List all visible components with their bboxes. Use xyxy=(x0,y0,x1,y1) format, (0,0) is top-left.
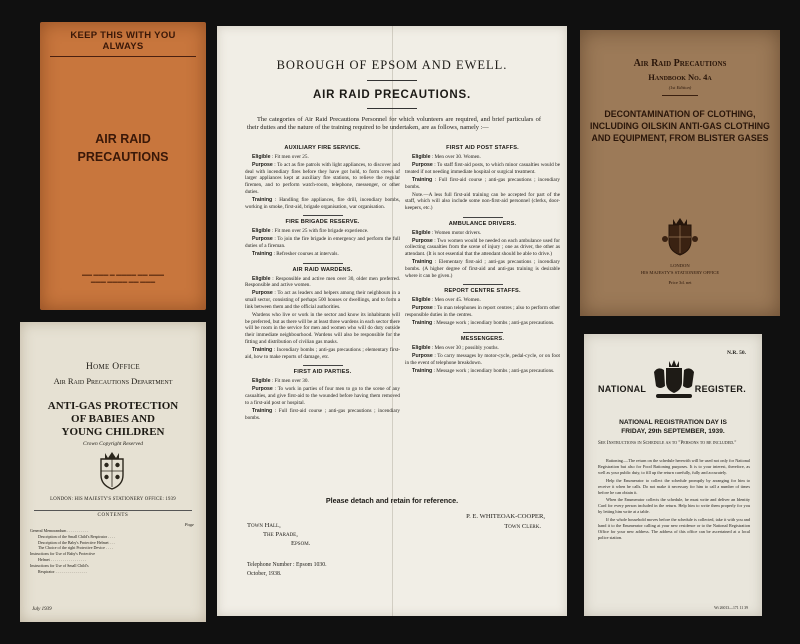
paragraph-text: : Fit men over 30. xyxy=(270,378,309,385)
volunteer-section xyxy=(405,217,560,280)
volunteer-section xyxy=(245,365,400,421)
paragraph-text: Note.—A less full first-aid training can be accepted for part of the staff, which will also include some non-first-aid personnel (clerks, door-keepers, etc.) xyxy=(405,191,560,212)
handbook-series: Air Raid Precautions xyxy=(633,58,727,69)
handbook-number: Handbook No. 4a xyxy=(648,72,712,82)
paragraph-label: Training xyxy=(412,176,433,183)
paragraph-text: : Women motor drivers. xyxy=(430,229,482,236)
section-heading: AMBULANCE DRIVERS. xyxy=(448,220,517,227)
paragraph-label: Purpose xyxy=(412,305,433,312)
section-paragraph xyxy=(405,259,560,279)
paragraph-label: Training xyxy=(252,251,273,258)
intro-paragraph: The categories of Air Raid Precautions Personnel for which volunteers are required, and brief particulars of their duties and the nature of the training required to be undertaken, are as follows, namely :— xyxy=(247,116,541,131)
section-heading: REPORT CENTRE STAFFS. xyxy=(444,288,521,295)
paragraph-text: : Handling fire appliances, fire drill, incendiary bombs, working in smoke, first-aid, brigade organisation, war organisation. xyxy=(245,196,400,210)
section-paragraph xyxy=(245,154,400,161)
volunteer-section xyxy=(405,332,560,375)
section-paragraph xyxy=(405,230,560,237)
royal-coat-of-arms-icon xyxy=(650,356,698,405)
home-office-heading: Home Office xyxy=(85,362,140,372)
register-body-text xyxy=(598,458,750,543)
paragraph-text: : To carry messages by motor-cycle, pedal-cycle, or on foot in the event of telephone breakdown. xyxy=(405,352,560,366)
paragraph-label: Eligible xyxy=(252,378,271,385)
paragraph-text: : Elementary first-aid ; anti-gas precautions ; incendiary bombs. (A higher degree of first-aid and anti-gas training is desirable where it can be given.) xyxy=(405,259,560,279)
register-paragraph: When the Enumerator collects the schedule, he must write and deliver an Identity Card for every person included in the return. Help him to write them properly for you by letting him write at a table. xyxy=(598,497,750,515)
paragraph-label: Eligible xyxy=(252,228,271,235)
section-paragraph xyxy=(405,320,560,327)
handbook-edition: (1st Edition) xyxy=(668,85,692,90)
section-paragraph xyxy=(245,251,400,258)
section-paragraph xyxy=(405,345,560,352)
paragraph-text: : Two women would be needed on each ambulance used for collecting casualties from the scene of injury ; one as driver, the other as attendant. (It is not essential that the attendant should be able to drive.) xyxy=(405,237,560,258)
section-heading: FIRE BRIGADE RESERVE. xyxy=(285,219,360,226)
national-register-leaflet xyxy=(584,334,762,616)
paragraph-label: Eligible xyxy=(252,275,271,282)
booklet-banner: KEEP THIS WITH YOU ALWAYS xyxy=(50,30,196,57)
booklet-title: ANTI-GAS PROTECTION OF BABIES AND YOUNG CHILDREN xyxy=(47,400,179,438)
paragraph-label: Eligible xyxy=(252,153,271,160)
paragraph-text: : To staff first-aid posts, to which minor casualties would be treated if not needing immediate hospital or surgical treatment. xyxy=(405,161,560,175)
toc-entry: The Choice of the right Protective Device . . . . xyxy=(38,545,113,551)
paragraph-text: : Message work ; incendiary bombs ; anti-gas precautions. xyxy=(432,367,555,374)
register-word-national: NATIONAL xyxy=(598,384,647,394)
section-paragraph xyxy=(245,276,400,289)
registration-day: NATIONAL REGISTRATION DAY IS FRIDAY, 29th SEPTEMBER, 1939. xyxy=(619,419,727,435)
paragraph-text: : To act as fire patrols with light appliances, to discover and deal with incendiary fires before they have got hold, to form crews of larger appliances kept at auxiliary fire stations, to relieve the regular firemen, and to perform watch-room, telephone, messenger, or other duties. xyxy=(245,161,400,195)
paragraph-label: Eligible xyxy=(412,153,431,160)
section-paragraph xyxy=(405,297,560,304)
toc-entry: Instructions for Use of Small Child's xyxy=(30,562,89,568)
royal-crest-icon xyxy=(95,449,129,496)
register-paragraph: Rationing.—The return on the schedule herewith will be used not only for National Registration but also for Food Rationing purposes. It is to your interest, therefore, as well as your public duty, to fill up the return carefully, fully and accurately. xyxy=(598,458,750,475)
paragraph-label: Purpose xyxy=(252,290,273,297)
borough-heading: BOROUGH OF EPSOM AND EWELL. xyxy=(276,58,508,72)
paragraph-label: Purpose xyxy=(252,236,273,243)
print-code: Wt 26013—171 11 39 xyxy=(714,606,748,610)
paragraph-text: : Full first-aid course ; anti-gas precautions ; incendiary bombs. xyxy=(405,176,560,190)
divider xyxy=(303,365,343,366)
divider xyxy=(463,217,503,218)
form-number: N.R. 50. xyxy=(727,350,746,356)
section-paragraph xyxy=(245,386,400,406)
section-paragraph xyxy=(405,154,560,161)
section-paragraph xyxy=(405,353,560,366)
section-paragraph xyxy=(405,305,560,318)
paragraph-text: : To act as leaders and helpers among their neighbours in a small sector, consisting of perhaps 500 houses or dwellings, and to form a link between them and the official authorities. xyxy=(245,290,400,310)
paragraph-text: : Message work ; incendiary bombs ; anti-gas precautions. xyxy=(432,320,555,327)
divider xyxy=(303,215,343,216)
see-instructions: See Instructions in Schedule as to "Persons to be included." xyxy=(598,441,737,446)
right-column xyxy=(405,142,560,379)
contents-heading: CONTENTS xyxy=(34,510,192,518)
paragraph-label: Eligible xyxy=(412,344,431,351)
poster-title: AIR RAID PRECAUTIONS. xyxy=(312,89,471,101)
volunteer-section xyxy=(245,263,400,361)
paragraph-text: : Fit men over 25 with fire brigade experience. xyxy=(270,228,369,235)
paragraph-label: Training xyxy=(412,367,433,374)
volunteer-section xyxy=(245,215,400,258)
copyright-notice: Crown Copyright Reserved xyxy=(83,441,143,447)
toc-entry: Description of the Baby's Protective Helmet . . . xyxy=(38,539,115,545)
arp-handbook-4a xyxy=(580,30,780,316)
section-paragraph xyxy=(405,162,560,175)
section-heading: AIR RAID WARDENS. xyxy=(292,266,353,273)
paragraph-text: : Responsible and active men over 30, older men preferred. Responsible and active women. xyxy=(245,275,400,289)
toc-entry: Respirator . . . . . . . . . . . . . . . . xyxy=(38,568,87,574)
paragraph-label: Training xyxy=(252,196,273,203)
paragraph-label: Eligible xyxy=(412,229,431,236)
section-heading: FIRST AID POST STAFFS. xyxy=(446,145,519,151)
paragraph-text: Wardens who live or work in the sector and know its inhabitants will be preferred, but as there will be at least three wardens in each sector there will be room in the service for men and women who will do duty outside their immediate neighbourhood. Wardens will also be responsible for the fitting and distribution of civilian gas masks. xyxy=(245,312,400,345)
volunteer-section xyxy=(405,284,560,327)
section-paragraph xyxy=(245,347,400,360)
section-paragraph xyxy=(245,378,400,385)
telephone-and-date: Telephone Number : Epsom 1030. October, 1938. xyxy=(247,562,327,577)
town-hall-address: Town Hall, The Parade, Epsom. xyxy=(247,522,311,547)
section-paragraph xyxy=(405,368,560,375)
register-paragraph: Help the Enumerator to collect the schedule promptly by arranging for him to receive it when he calls. Do not make it necessary for him to call a number of times before he can obtain it. xyxy=(598,477,750,495)
toc-entry: Helmet . . . . . . . . . . . . . . . . . . xyxy=(38,556,86,562)
divider xyxy=(463,284,503,285)
volunteer-section xyxy=(245,145,400,210)
paragraph-label: Training xyxy=(412,320,433,327)
section-heading: FIRST AID PARTIES. xyxy=(293,369,352,376)
paragraph-text: : Men over 30 ; possibly youths. xyxy=(430,344,499,351)
booklet-date: July 1939 xyxy=(32,607,52,612)
divider xyxy=(662,95,698,96)
table-of-contents xyxy=(30,528,198,574)
section-paragraph xyxy=(245,228,400,235)
paragraph-text: : Incendiary bombs ; anti-gas precautions ; elementary first-aid, how to make reports of damage, etc. xyxy=(245,347,400,360)
paragraph-text: : To work in parties of four men to go to the scene of any casualties, and give first-aid to the wounded before having them removed to a first-aid post or hospital. xyxy=(245,386,400,406)
page-column-heading: Page xyxy=(184,522,194,527)
left-column xyxy=(245,142,400,426)
section-paragraph xyxy=(405,192,560,212)
paragraph-text: : Full first-aid course ; anti-gas precautions ; incendiary bombs. xyxy=(245,408,400,421)
section-heading: MESSENGERS. xyxy=(460,335,505,342)
anti-gas-babies-booklet xyxy=(20,322,206,622)
paragraph-label: Purpose xyxy=(412,352,433,359)
epsom-ewell-arp-poster xyxy=(217,26,567,616)
handbook-price: Price 3d. net xyxy=(668,280,692,285)
detach-notice: Please detach and retain for reference. xyxy=(325,496,459,505)
paragraph-label: Training xyxy=(252,408,273,414)
publisher-line: LONDON: HIS MAJESTY'S STATIONERY OFFICE: 1939 xyxy=(50,497,176,502)
volunteer-section xyxy=(405,145,560,212)
handbook-title: DECONTAMINATION OF CLOTHING, INCLUDING OILSKIN ANTI-GAS CLOTHING AND EQUIPMENT, FROM BLISTER GASES xyxy=(590,109,771,143)
paragraph-label: Purpose xyxy=(252,386,273,393)
section-paragraph xyxy=(405,238,560,258)
register-word-register: REGISTER. xyxy=(694,384,746,394)
divider xyxy=(367,80,417,81)
toc-entry: General Memorandum . . . . . . . . . . . xyxy=(30,528,89,533)
section-paragraph xyxy=(405,177,560,190)
section-paragraph xyxy=(245,236,400,249)
booklet-title: AIR RAID PRECAUTIONS xyxy=(77,132,169,164)
department-heading: Air Raid Precautions Department xyxy=(53,376,173,386)
section-paragraph xyxy=(245,197,400,210)
paragraph-label: Purpose xyxy=(412,161,433,168)
handbook-publisher: LONDON HIS MAJESTY'S STATIONERY OFFICE xyxy=(640,263,720,275)
paragraph-label: Training xyxy=(412,259,433,266)
paragraph-text: : To join the fire brigade in emergency and perform the full duties of a fireman. xyxy=(245,236,400,249)
paragraph-text: : Fit men over 25. xyxy=(270,153,309,160)
section-heading: AUXILIARY FIRE SERVICE. xyxy=(284,145,361,151)
paragraph-label: Eligible xyxy=(412,297,431,304)
paragraph-text: : Men over 30. Women. xyxy=(430,153,481,160)
royal-crest-icon xyxy=(662,215,698,262)
divider xyxy=(463,332,503,333)
booklet-publisher-smudge: ▬▬ ▬▬▬ ▬ ▬▬▬▬ ▬▬ ▬▬▬ ▬▬▬ ▬▬▬▬ ▬▬ ▬▬▬ xyxy=(82,272,164,285)
register-paragraph: If the whole household moves before the schedule is collected, take it with you and hand it to the Enumerator calling at your new residence or to the National Registration Office for your new address. The address of this office can be ascertained at a local police station. xyxy=(598,517,750,540)
divider xyxy=(303,263,343,264)
section-paragraph xyxy=(245,162,400,196)
section-paragraph xyxy=(245,312,400,346)
toc-entry: Description of the Small Child's Respirator . . . . xyxy=(38,533,116,539)
toc-entry: Instructions for Use of Baby's Protective xyxy=(30,551,96,557)
town-clerk-signature: P. E. WHITEOAK-COOPER, Town Clerk. xyxy=(466,513,545,530)
section-paragraph xyxy=(245,408,400,421)
paragraph-text: : To man telephones in report centres ; also to perform other responsible duties in the centres. xyxy=(405,305,560,319)
paragraph-label: Purpose xyxy=(412,237,433,244)
paragraph-text: : Men over 45. Women. xyxy=(430,297,481,304)
divider xyxy=(367,108,417,109)
paragraph-text: : Refresher courses at intervals. xyxy=(272,251,339,258)
paragraph-label: Purpose xyxy=(252,161,273,168)
paragraph-label: Training xyxy=(252,347,273,354)
section-paragraph xyxy=(245,290,400,310)
orange-arp-booklet xyxy=(40,22,206,310)
